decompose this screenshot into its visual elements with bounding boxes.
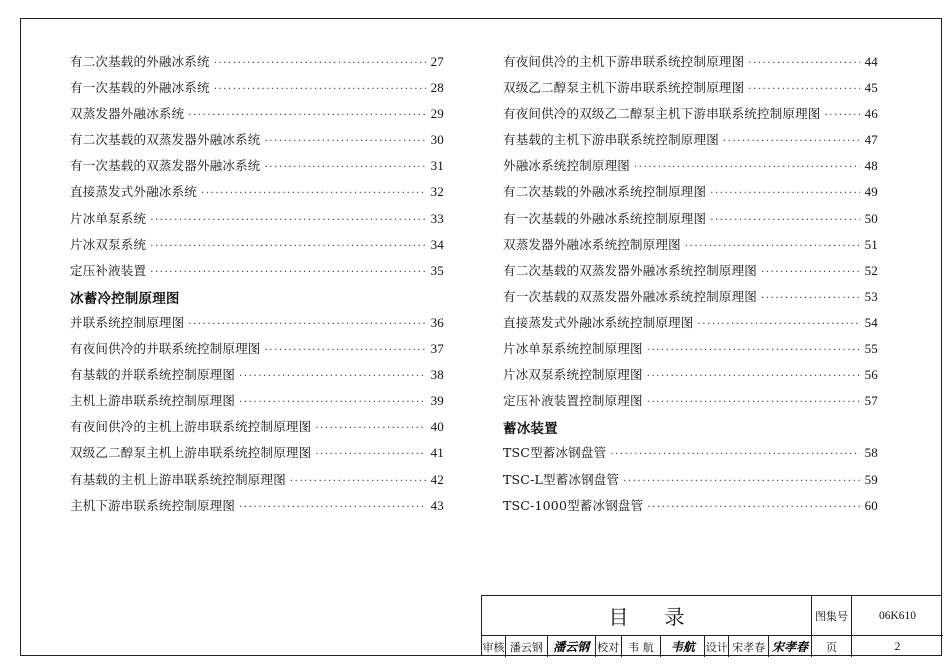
title-block	[481, 595, 942, 656]
dot-leader	[761, 267, 860, 278]
reviewer-signature: 潘云钢	[548, 636, 596, 657]
toc-entry-title: 有夜间供冷的主机下游串联系统控制原理图	[503, 54, 745, 69]
toc-entry[interactable]	[70, 182, 444, 208]
toc-entry-page: 42	[430, 471, 444, 487]
toc-entry-page: 38	[430, 367, 444, 383]
toc-entry-page: 31	[430, 158, 444, 174]
toc-entry[interactable]	[503, 496, 878, 522]
toc-entry-page: 35	[430, 262, 444, 278]
toc-entry-title: 双蒸发器外融冰系统控制原理图	[503, 236, 681, 252]
toc-entry[interactable]	[70, 52, 444, 78]
dot-leader	[290, 476, 426, 487]
dot-leader	[265, 136, 426, 147]
dot-leader	[150, 241, 426, 252]
toc-entry-page: 45	[864, 80, 878, 96]
toc-entry[interactable]	[70, 78, 444, 104]
toc-entry-title: 双级乙二醇泵主机下游串联系统控制原理图	[503, 80, 745, 96]
dot-leader	[748, 58, 860, 69]
toc-section-heading	[70, 287, 444, 313]
checker-name: 韦 航	[622, 636, 662, 657]
toc-entry-title: TSC型蓄冰钢盘管	[503, 445, 607, 461]
dot-leader	[201, 188, 426, 199]
dot-leader	[214, 58, 426, 69]
toc-entry[interactable]	[70, 261, 444, 287]
toc-entry-page: 40	[430, 419, 444, 435]
toc-entry[interactable]	[70, 209, 444, 235]
toc-entry[interactable]	[503, 209, 878, 235]
toc-entry-page: 39	[430, 393, 444, 409]
toc-entry[interactable]	[503, 470, 878, 496]
toc-entry[interactable]	[503, 339, 878, 365]
designer-signature: 宋孝春	[772, 640, 809, 654]
dot-leader	[647, 371, 860, 382]
toc-entry-page: 28	[430, 80, 444, 96]
toc-entry-page: 56	[864, 367, 878, 383]
toc-entry-title: 片冰双泵系统	[70, 236, 147, 252]
dot-leader	[610, 449, 860, 460]
dot-leader	[188, 110, 426, 121]
toc-entry-page: 58	[864, 445, 878, 461]
toc-entry[interactable]	[503, 391, 878, 417]
toc-entry[interactable]	[70, 156, 444, 182]
dot-leader	[150, 215, 426, 226]
toc-entry-title: 有一次基载的双蒸发器外融冰系统控制原理图	[503, 288, 758, 304]
toc-entry[interactable]	[503, 182, 878, 208]
toc-entry-title: 有夜间供冷的主机上游串联系统控制原理图	[70, 419, 312, 435]
toc-entry-page: 27	[430, 54, 444, 69]
toc-entry-title: 直接蒸发式外融冰系统	[70, 184, 198, 200]
toc-entry-page: 37	[430, 341, 444, 357]
dot-leader	[214, 84, 426, 95]
dot-leader	[265, 162, 426, 173]
dot-leader	[761, 293, 860, 304]
toc-entry-title: 有基载的主机下游串联系统控制原理图	[503, 132, 719, 148]
toc-entry-title: 片冰单泵系统控制原理图	[503, 341, 643, 357]
toc-entry-title: 有二次基载的双蒸发器外融冰系统	[70, 132, 261, 148]
toc-entry[interactable]	[70, 391, 444, 417]
dot-leader	[710, 215, 860, 226]
toc-entry[interactable]	[503, 130, 878, 156]
dot-leader	[315, 423, 426, 434]
section-heading-text: 冰蓄冷控制原理图	[70, 290, 180, 307]
toc-entry[interactable]	[70, 443, 444, 469]
toc-left-column	[70, 52, 444, 522]
toc-entry-title: TSC-L型蓄冰钢盘管	[503, 471, 620, 487]
dot-leader	[825, 110, 860, 121]
toc-entry-page: 59	[864, 471, 878, 487]
dot-leader	[239, 397, 426, 408]
design-label: 设计	[705, 636, 729, 657]
toc-entry-title: 有一次基载的外融冰系统控制原理图	[503, 210, 707, 226]
toc-right-column	[503, 52, 878, 522]
dot-leader	[647, 502, 860, 513]
document-title: 目录	[482, 596, 812, 636]
dot-leader	[723, 136, 860, 147]
toc-entry-page: 55	[864, 341, 878, 357]
checker-signature: 韦航	[661, 636, 705, 657]
toc-entry-title: 有基载的主机上游串联系统控制原理图	[70, 471, 286, 487]
toc-entry-page: 36	[430, 314, 444, 330]
toc-entry-page: 33	[430, 210, 444, 226]
toc-entry[interactable]	[70, 470, 444, 496]
toc-entry[interactable]	[70, 104, 444, 130]
toc-entry[interactable]	[503, 287, 878, 313]
toc-entry[interactable]	[503, 313, 878, 339]
toc-entry[interactable]	[503, 78, 878, 104]
toc-entry-title: 并联系统控制原理图	[70, 314, 185, 330]
atlas-number-label: 图集号	[812, 596, 852, 636]
toc-entry-page: 47	[864, 132, 878, 148]
toc-entry[interactable]	[70, 339, 444, 365]
toc-entry-title: 定压补液装置控制原理图	[503, 393, 643, 409]
dot-leader	[239, 502, 426, 513]
toc-entry-title: 有二次基载的双蒸发器外融冰系统控制原理图	[503, 262, 758, 278]
toc-entry-title: 双级乙二醇泵主机上游串联系统控制原理图	[70, 445, 312, 461]
dot-leader	[710, 188, 860, 199]
dot-leader	[647, 345, 860, 356]
toc-entry-page: 43	[430, 497, 444, 513]
toc-entry[interactable]	[503, 52, 878, 78]
reviewer-name: 潘云钢	[506, 636, 548, 657]
check-label: 校对	[596, 636, 622, 657]
toc-entry-title: 有一次基载的双蒸发器外融冰系统	[70, 158, 261, 174]
toc-entry-page: 44	[864, 54, 878, 69]
toc-entry[interactable]	[70, 365, 444, 391]
toc-entry[interactable]	[503, 104, 878, 130]
toc-entry-title: 主机下游串联系统控制原理图	[70, 497, 236, 513]
dot-leader	[239, 371, 426, 382]
toc-entry-page: 46	[864, 106, 878, 122]
page-label: 页	[812, 636, 852, 657]
toc-entry[interactable]	[70, 235, 444, 261]
toc-entry-page: 30	[430, 132, 444, 148]
toc-entry-title: 外融冰系统控制原理图	[503, 158, 631, 174]
toc-entry-title: 有二次基载的外融冰系统	[70, 54, 210, 69]
toc-entry[interactable]	[70, 496, 444, 522]
toc-entry-page: 54	[864, 314, 878, 330]
toc-entry[interactable]	[503, 443, 878, 469]
dot-leader	[315, 449, 426, 460]
toc-entry-title: 定压补液装置	[70, 262, 147, 278]
toc-section-heading	[503, 417, 878, 443]
dot-leader	[698, 319, 860, 330]
toc-entry[interactable]	[503, 235, 878, 261]
toc-entry-page: 60	[864, 497, 878, 513]
toc-entry-page: 29	[430, 106, 444, 122]
dot-leader	[647, 397, 860, 408]
dot-leader	[623, 476, 860, 487]
dot-leader	[685, 241, 860, 252]
review-label: 审核	[482, 636, 506, 657]
toc-entry[interactable]	[503, 261, 878, 287]
toc-entry-title: 有一次基载的外融冰系统	[70, 80, 210, 96]
toc-entry-title: 主机上游串联系统控制原理图	[70, 393, 236, 409]
toc-entry-page: 41	[430, 445, 444, 461]
toc-entry-title: 片冰单泵系统	[70, 210, 147, 226]
toc-entry-page: 34	[430, 236, 444, 252]
toc-entry-page: 53	[864, 288, 878, 304]
toc-entry-title: 双蒸发器外融冰系统	[70, 106, 185, 122]
toc-entry-title: 有二次基载的外融冰系统控制原理图	[503, 184, 707, 200]
toc-entry-page: 51	[864, 236, 878, 252]
toc-entry[interactable]	[70, 313, 444, 339]
toc-entry[interactable]	[503, 156, 878, 182]
section-heading-text: 蓄冰装置	[503, 421, 558, 438]
toc-entry-page: 52	[864, 262, 878, 278]
dot-leader	[188, 319, 426, 330]
signature-row	[482, 636, 812, 657]
atlas-number: 06K610	[852, 596, 943, 636]
dot-leader	[150, 267, 426, 278]
toc-entry-title: 有夜间供冷的并联系统控制原理图	[70, 341, 261, 357]
toc-entry[interactable]	[70, 417, 444, 443]
toc-entry-page: 48	[864, 158, 878, 174]
dot-leader	[748, 84, 860, 95]
designer-name: 宋孝春	[729, 636, 769, 657]
toc-entry-page: 57	[864, 393, 878, 409]
dot-leader	[634, 162, 860, 173]
toc-entry-title: 直接蒸发式外融冰系统控制原理图	[503, 314, 694, 330]
toc-entry-title: TSC-1000型蓄冰钢盘管	[503, 497, 644, 513]
dot-leader	[265, 345, 426, 356]
toc-entry-title: 有夜间供冷的双级乙二醇泵主机下游串联系统控制原理图	[503, 106, 821, 122]
toc-entry[interactable]	[503, 365, 878, 391]
toc-entry-title: 片冰双泵系统控制原理图	[503, 367, 643, 383]
toc-entry-title: 有基载的并联系统控制原理图	[70, 367, 236, 383]
toc-entry-page: 49	[864, 184, 878, 200]
toc-entry[interactable]	[70, 130, 444, 156]
toc-entry-page: 32	[430, 184, 444, 200]
toc-entry-page: 50	[864, 210, 878, 226]
page-number: 2	[894, 640, 901, 653]
